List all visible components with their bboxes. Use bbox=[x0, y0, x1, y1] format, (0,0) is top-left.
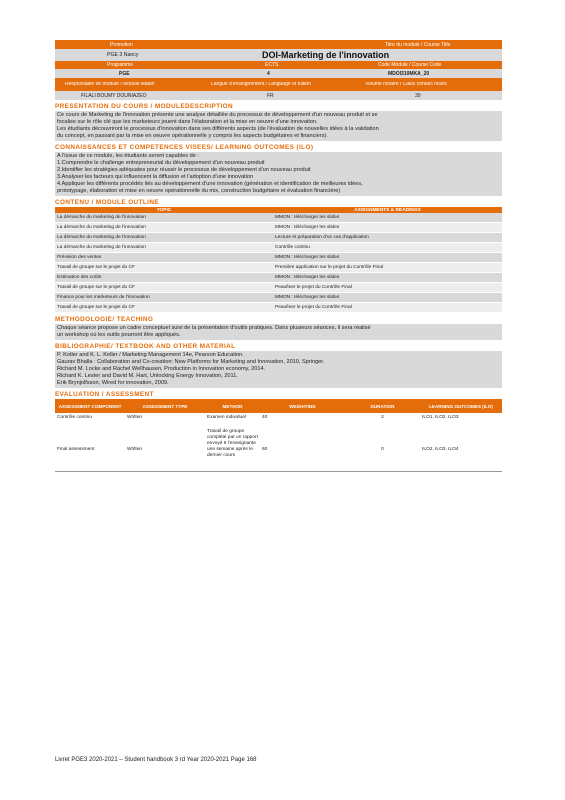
assessment-component-cell: Contrôle continu bbox=[57, 415, 92, 420]
competences-line: 3.Analyser les facteurs qui influencent la diffusion et l'adoption d'une innovation bbox=[57, 174, 254, 180]
table-row bbox=[55, 233, 502, 243]
assignment-cell: MMON : télécharger les slides bbox=[273, 253, 502, 263]
assessment-type-cell: Written bbox=[125, 427, 205, 472]
topic-cell: La démarche du marketing de l'innovation bbox=[55, 233, 273, 243]
competences-text bbox=[55, 152, 502, 196]
outline-header-assignments: ASSIGNMENTS & READINGS bbox=[273, 207, 502, 213]
table-row bbox=[55, 413, 502, 427]
outline-header-topic: TOPIC bbox=[55, 207, 273, 213]
table-row bbox=[55, 303, 502, 313]
methodologie-line: Chaque séance propose un cadre conceptuel suivi de la présentation d'outils pratiques. Dans plusieurs séances, il sera réalisé bbox=[57, 325, 371, 331]
language-value: FR bbox=[267, 92, 274, 99]
responsable-label: Responsable de module / Module leader bbox=[65, 81, 155, 87]
presentation-title: PRESENTATION DU COURS / MODULEDESCRIPTION bbox=[55, 103, 234, 110]
bibliographie-text bbox=[55, 351, 502, 388]
topic-cell: Travail de groupe sur le projet du CF bbox=[55, 263, 273, 273]
competences-line: 1.Comprendre le challenge entrepreneurial du développement d'un nouveau produit bbox=[57, 160, 265, 166]
header-row-6 bbox=[55, 91, 502, 100]
assessment-weighting-cell: 40 bbox=[262, 415, 268, 420]
hours-label: Volume horaire / Class contact hours bbox=[365, 81, 447, 87]
table-row bbox=[55, 283, 502, 293]
methodologie-title: METHODOLOGIE/ TEACHING bbox=[55, 316, 154, 323]
assessment-weighting-cell: 60 bbox=[260, 427, 345, 472]
competences-line: 2.Identifier les stratégies adéquates pour réussir le processus de développement d'un nouveau produit bbox=[57, 167, 311, 173]
assignment-cell: Lecture et préparation d'un cas d'application bbox=[273, 233, 502, 243]
programme-value: PGE bbox=[119, 70, 130, 77]
table-row bbox=[55, 243, 502, 253]
table-row bbox=[55, 263, 502, 273]
topic-cell: Prévision des ventes bbox=[55, 253, 273, 263]
assignment-cell: Première application sur le projet du Contrôle Final bbox=[273, 263, 502, 273]
table-row bbox=[55, 293, 502, 303]
topic-cell: Travail de groupe sur le projet du CF bbox=[55, 303, 273, 313]
outline-table bbox=[55, 207, 502, 313]
assessment-header-component: ASSESSMENT COMPONENT bbox=[55, 399, 125, 413]
assessment-header-duration: DURATION bbox=[345, 399, 420, 413]
code-value: MDOI310MKA_20 bbox=[388, 70, 430, 77]
assignment-cell: MMON : télécharger les slides bbox=[273, 293, 502, 303]
assessment-header-weighting: WEIGHTING bbox=[260, 399, 345, 413]
header-row-3 bbox=[55, 61, 502, 69]
bibliographie-line: Richard K. Lester and David M. Hart, Unlocking Energy Innovation, 2011. bbox=[57, 373, 238, 379]
header-row-5 bbox=[55, 78, 502, 91]
table-row bbox=[55, 223, 502, 233]
course-title: DOI-Marketing de l'innovation bbox=[262, 50, 390, 60]
table-row bbox=[55, 273, 502, 283]
assessment-table bbox=[55, 399, 502, 472]
assessment-header-method: METHOD bbox=[205, 399, 260, 413]
table-row bbox=[55, 213, 502, 223]
responsable-value: FILALI BOUMY DOUNIAZEO bbox=[81, 92, 147, 99]
topic-cell: La démarche du marketing de l'innovation bbox=[55, 223, 273, 233]
competences-line: 4.Appliquer les différents procédés liés au développement d'une innovation (génération et identification de meilleures idées, bbox=[57, 181, 363, 187]
bibliographie-line: Richard M. Locke and Rachel Wellhausen, Production in Innovation economy, 2014. bbox=[57, 366, 266, 372]
contenu-title: CONTENU / MODULE OUTLINE bbox=[55, 199, 160, 206]
ects-value: 4 bbox=[267, 70, 270, 77]
presentation-line: du concept, en passant par la mise en oeuvre opérationnelle y compris les aspects budgétaires et financiers). bbox=[57, 133, 328, 139]
topic-cell: Estimation des coûts bbox=[55, 273, 273, 283]
assessment-header-type: ASSESSMENT TYPE bbox=[125, 399, 205, 413]
promotion-value: PGE 3 Nancy bbox=[107, 52, 139, 58]
topic-cell: Travail de groupe sur le projet du CF bbox=[55, 283, 273, 293]
assignment-cell: MMON : télécharger les slides bbox=[273, 223, 502, 233]
assessment-ilo-cell: ILO1, ILO2, ILO3 bbox=[422, 415, 459, 420]
table-row bbox=[55, 427, 502, 472]
bibliographie-line: P. Kotler and K. L. Keller / Marketing Management 14e, Pearson Education. bbox=[57, 352, 244, 358]
evaluation-title: EVALUATION / ASSESSMENT bbox=[55, 391, 154, 398]
table-row bbox=[55, 253, 502, 263]
language-label: Langue d'enseignement / Language of tuition bbox=[211, 81, 311, 87]
assignment-cell: Peaufiner le projet du Contrôle Final bbox=[273, 303, 502, 313]
hours-value: 30 bbox=[415, 92, 421, 99]
presentation-text bbox=[55, 111, 502, 141]
assignment-cell: MMON : télécharger les slides bbox=[273, 273, 502, 283]
bibliographie-line: Erik Brynjolfsson, Wired for innovation, 2009. bbox=[57, 380, 169, 386]
course-title-label: Titre du module / Course Title bbox=[385, 41, 451, 48]
assignment-cell: Contrôle continu bbox=[273, 243, 502, 253]
assignment-cell: MMON : télécharger les slides bbox=[273, 213, 502, 223]
topic-cell: La démarche du marketing de l'innovation bbox=[55, 243, 273, 253]
presentation-line: Les étudiants découvriront le processus d'innovation dans ses différents aspects (de l'évaluation de nouvelles idées à la validation bbox=[57, 126, 379, 132]
methodologie-text bbox=[55, 324, 502, 340]
course-sheet bbox=[55, 40, 502, 472]
assessment-duration-cell: 0 bbox=[345, 427, 420, 472]
assessment-method-cell: Travail de groupe complété par un rapport envoyé 8 l'enseignante une semaine après le dernier cours bbox=[205, 427, 260, 472]
bibliographie-title: BIBLIOGRAPHIE/ TEXTBOOK AND OTHER MATERIAL bbox=[55, 343, 236, 350]
competences-line: prototypage, élaboration et mise en oeuvre opérationnelle du mix, construction budgétaire et évaluation financière) bbox=[57, 188, 341, 194]
competences-title: CONNAISSANCES ET COMPETENCES VISEES/ LEARNING OUTCOMES (ILO) bbox=[55, 144, 314, 151]
ects-label: ECTS bbox=[265, 62, 279, 68]
assessment-ilo-cell: ILO2, ILO3, ILO4 bbox=[420, 427, 502, 472]
header-row-1 bbox=[55, 40, 502, 49]
code-label: Code Module / Course Code bbox=[378, 62, 442, 68]
presentation-line: focalise sur le rôle clé que les marketeurs jouent dans l'élaboration et la mise en oeuvre d'une innovation. bbox=[57, 119, 318, 125]
assessment-type-cell: Written bbox=[127, 415, 143, 420]
bibliographie-line: Gaurav Bhalla : Collaboration and Co-creation: New Platforms for Marketing and Innovation, 2010, Springer. bbox=[57, 359, 325, 365]
assessment-component-cell: Final assessment bbox=[55, 427, 125, 472]
page-footer: Livret PGE3 2020-2021 – Student handbook 3 rd Year 2020-2021 Page 168 bbox=[55, 757, 257, 763]
assignment-cell: Peaufiner le projet du Contrôle Final bbox=[273, 283, 502, 293]
promotion-label: Promotion bbox=[110, 41, 133, 48]
topic-cell: Finance pour les marketeurs de l'innovation bbox=[55, 293, 273, 303]
topic-cell: La démarche du marketing de l'innovation bbox=[55, 213, 273, 223]
assessment-duration-cell: 2 bbox=[381, 415, 384, 420]
header-row-2 bbox=[55, 49, 502, 61]
methodologie-line: un workshop où les outils pourront être appliqués. bbox=[57, 332, 181, 338]
header-row-4 bbox=[55, 69, 502, 78]
programme-label: Programme bbox=[107, 62, 134, 68]
presentation-line: Ce cours de Marketing de l'innovation présente une analyse détaillée du processus de développement d'un nouveau produit et se bbox=[57, 112, 378, 118]
assessment-header-ilo: LEARNING OUTCOMES (ILO) bbox=[420, 399, 502, 413]
assessment-method-cell: Examen individuel bbox=[207, 415, 246, 420]
competences-line: A l'issue de ce module, les étudiants seront capables de : bbox=[57, 153, 199, 159]
